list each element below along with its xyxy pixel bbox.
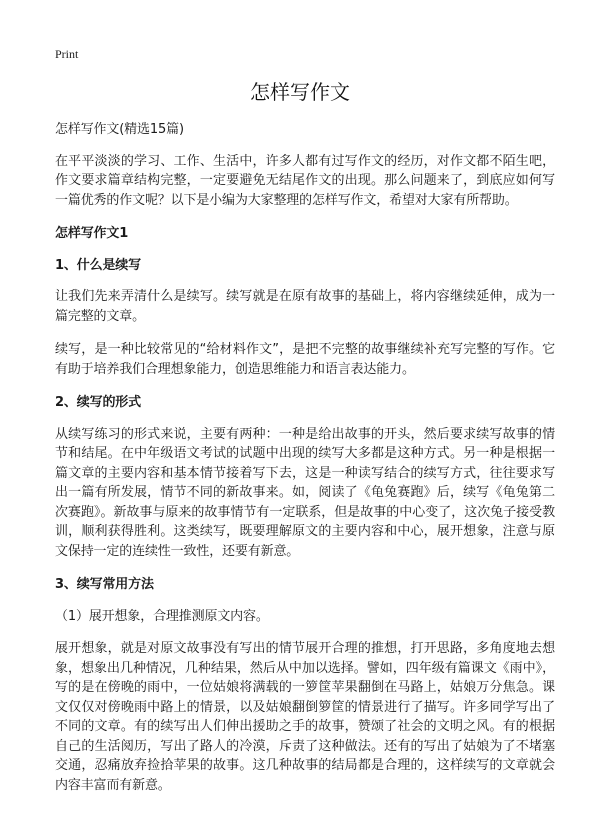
section-heading-1: 1、什么是续写 xyxy=(55,257,141,273)
section-3-paragraph-1: 展开想象，就是对原文故事没有写出的情节展开合理的推想，打开思路，多角度地去想象，想象出几种情况，几种结果，然后从中加以选择。譬如，四年级有篇课文《雨中》，写的是在傍晚的雨中，一位姑娘将满载的一箩筐苹果翻倒在马路上，姑娘万分焦急。课文仅仅对傍晚雨中路上的情景，以及姑娘翻倒箩筐的情景进行了描写。许多同学写出了不同的文章。有的续写出人们伸出援助之手的故事，赞颂了社会的文明之风。有的根据自己的生活阅历，写出了路人的冷漠，斥责了这种做法。还有的写出了姑娘为了不堵塞交通，忍痛放弃捡拾苹果的故事。这几种故事的结局都是合理的，这样续写的文章就会内容丰富而有新意。 xyxy=(55,641,555,793)
print-link[interactable]: Print xyxy=(55,47,79,61)
article-body xyxy=(55,120,555,809)
section-1-paragraph-2: 续写，是一种比较常见的“给材料作文”，是把不完整的故事继续补充写完整的写作。它有助于培养我们合理想象能力，创造思维能力和语言表达能力。 xyxy=(55,342,555,377)
section-heading-2: 2、续写的形式 xyxy=(55,395,141,410)
section-3-step-1: （1）展开想象，合理推测原文内容。 xyxy=(55,608,269,624)
page-title: 怎样写作文 xyxy=(250,80,350,104)
section-title: 怎样写作文1 xyxy=(55,226,129,241)
intro-paragraph: 在平平淡淡的学习、工作、生活中，许多人都有过写作文的经历，对作文都不陌生吧，作文要求篇章结构完整，一定要避免无结尾作文的出现。那么问题来了，到底应如何写一篇优秀的作文呢？以下是小编为大家整理的怎样写作文，希望对大家有所帮助。 xyxy=(55,153,555,208)
section-2-paragraph-1: 从续写练习的形式来说，主要有两种：一种是给出故事的开头，然后要求续写故事的情节和结尾。在中年级语文考试的试题中出现的续写大多都是这种方式。另一种是根据一篇文章的主要内容和基本情节接着写下去，这是一种读写结合的续写方式，往往要求写出一篇有所发展，情节不同的新故事来。如，阅读了《龟兔赛跑》后，续写《龟兔第二次赛跑》。新故事与原来的故事情节有一定联系，但是故事的中心变了，这次兔子接受教训，顺利获得胜利。这类续写，既要理解原文的主要内容和中心，展开想象，注意与原文保持一定的连续性一致性，还要有新意。 xyxy=(55,426,555,559)
article-subtitle: 怎样写作文(精选15篇) xyxy=(55,122,184,137)
section-1-paragraph-1: 让我们先来弄清什么是续写。续写就是在原有故事的基础上，将内容继续延伸，成为一篇完整的文章。 xyxy=(55,289,555,324)
section-heading-3: 3、续写常用方法 xyxy=(55,577,154,592)
